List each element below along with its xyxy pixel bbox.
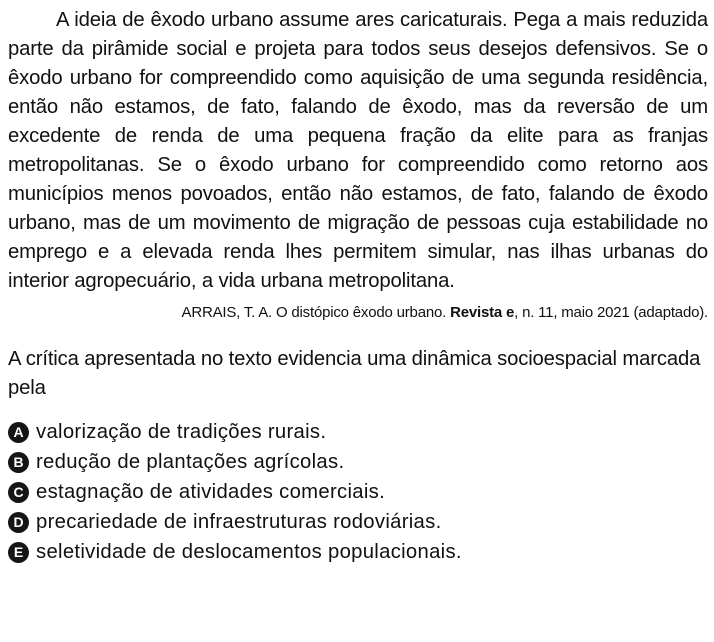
passage-text: A ideia de êxodo urbano assume ares caricaturais. Pega a mais reduzida parte da pirâmide social e projeta para todos seus desejos defensivos. Se o êxodo urbano for compreendido como aquisição de uma segunda residência, então não estamos, de fato, falando de êxodo, mas da reversão de um excedente de renda de uma pequena fração da elite para as franjas metropolitanas. Se o êxodo urbano for compreendido como retorno aos municípios menos povoados, então não estamos, de fato, falando de êxodo urbano, mas de um movimento de migração de pessoas cuja estabilidade no emprego e a elevada renda lhes permitem simular, nas ilhas urbanas do interior agropecuário, a vida urbana metropolitana. [8, 9, 708, 292]
option-e[interactable] [8, 537, 708, 567]
option-a-text: valorização de tradições rurais. [36, 421, 327, 443]
option-c[interactable] [8, 477, 708, 507]
option-c-letter-badge: C [8, 482, 29, 503]
citation [8, 303, 708, 323]
option-a-letter-badge: A [8, 422, 29, 443]
option-b-text: redução de plantações agrícolas. [36, 451, 345, 473]
option-d-text: precariedade de infraestruturas rodoviárias. [36, 511, 442, 533]
citation-journal: Revista e [450, 304, 515, 321]
option-a[interactable] [8, 417, 708, 447]
option-b[interactable] [8, 447, 708, 477]
question-page [8, 6, 708, 567]
answer-options [8, 417, 708, 567]
question-stem: A crítica apresentada no texto evidencia uma dinâmica socioespacial marcada pela [8, 348, 701, 399]
option-e-letter-badge: E [8, 542, 29, 563]
citation-suffix: , n. 11, maio 2021 (adaptado). [514, 304, 708, 321]
option-d[interactable] [8, 507, 708, 537]
citation-prefix: ARRAIS, T. A. O distópico êxodo urbano. [181, 304, 451, 321]
option-d-letter-badge: D [8, 512, 29, 533]
option-e-text: seletividade de deslocamentos populacionais. [36, 541, 462, 563]
option-c-text: estagnação de atividades comerciais. [36, 481, 386, 503]
option-b-letter-badge: B [8, 452, 29, 473]
